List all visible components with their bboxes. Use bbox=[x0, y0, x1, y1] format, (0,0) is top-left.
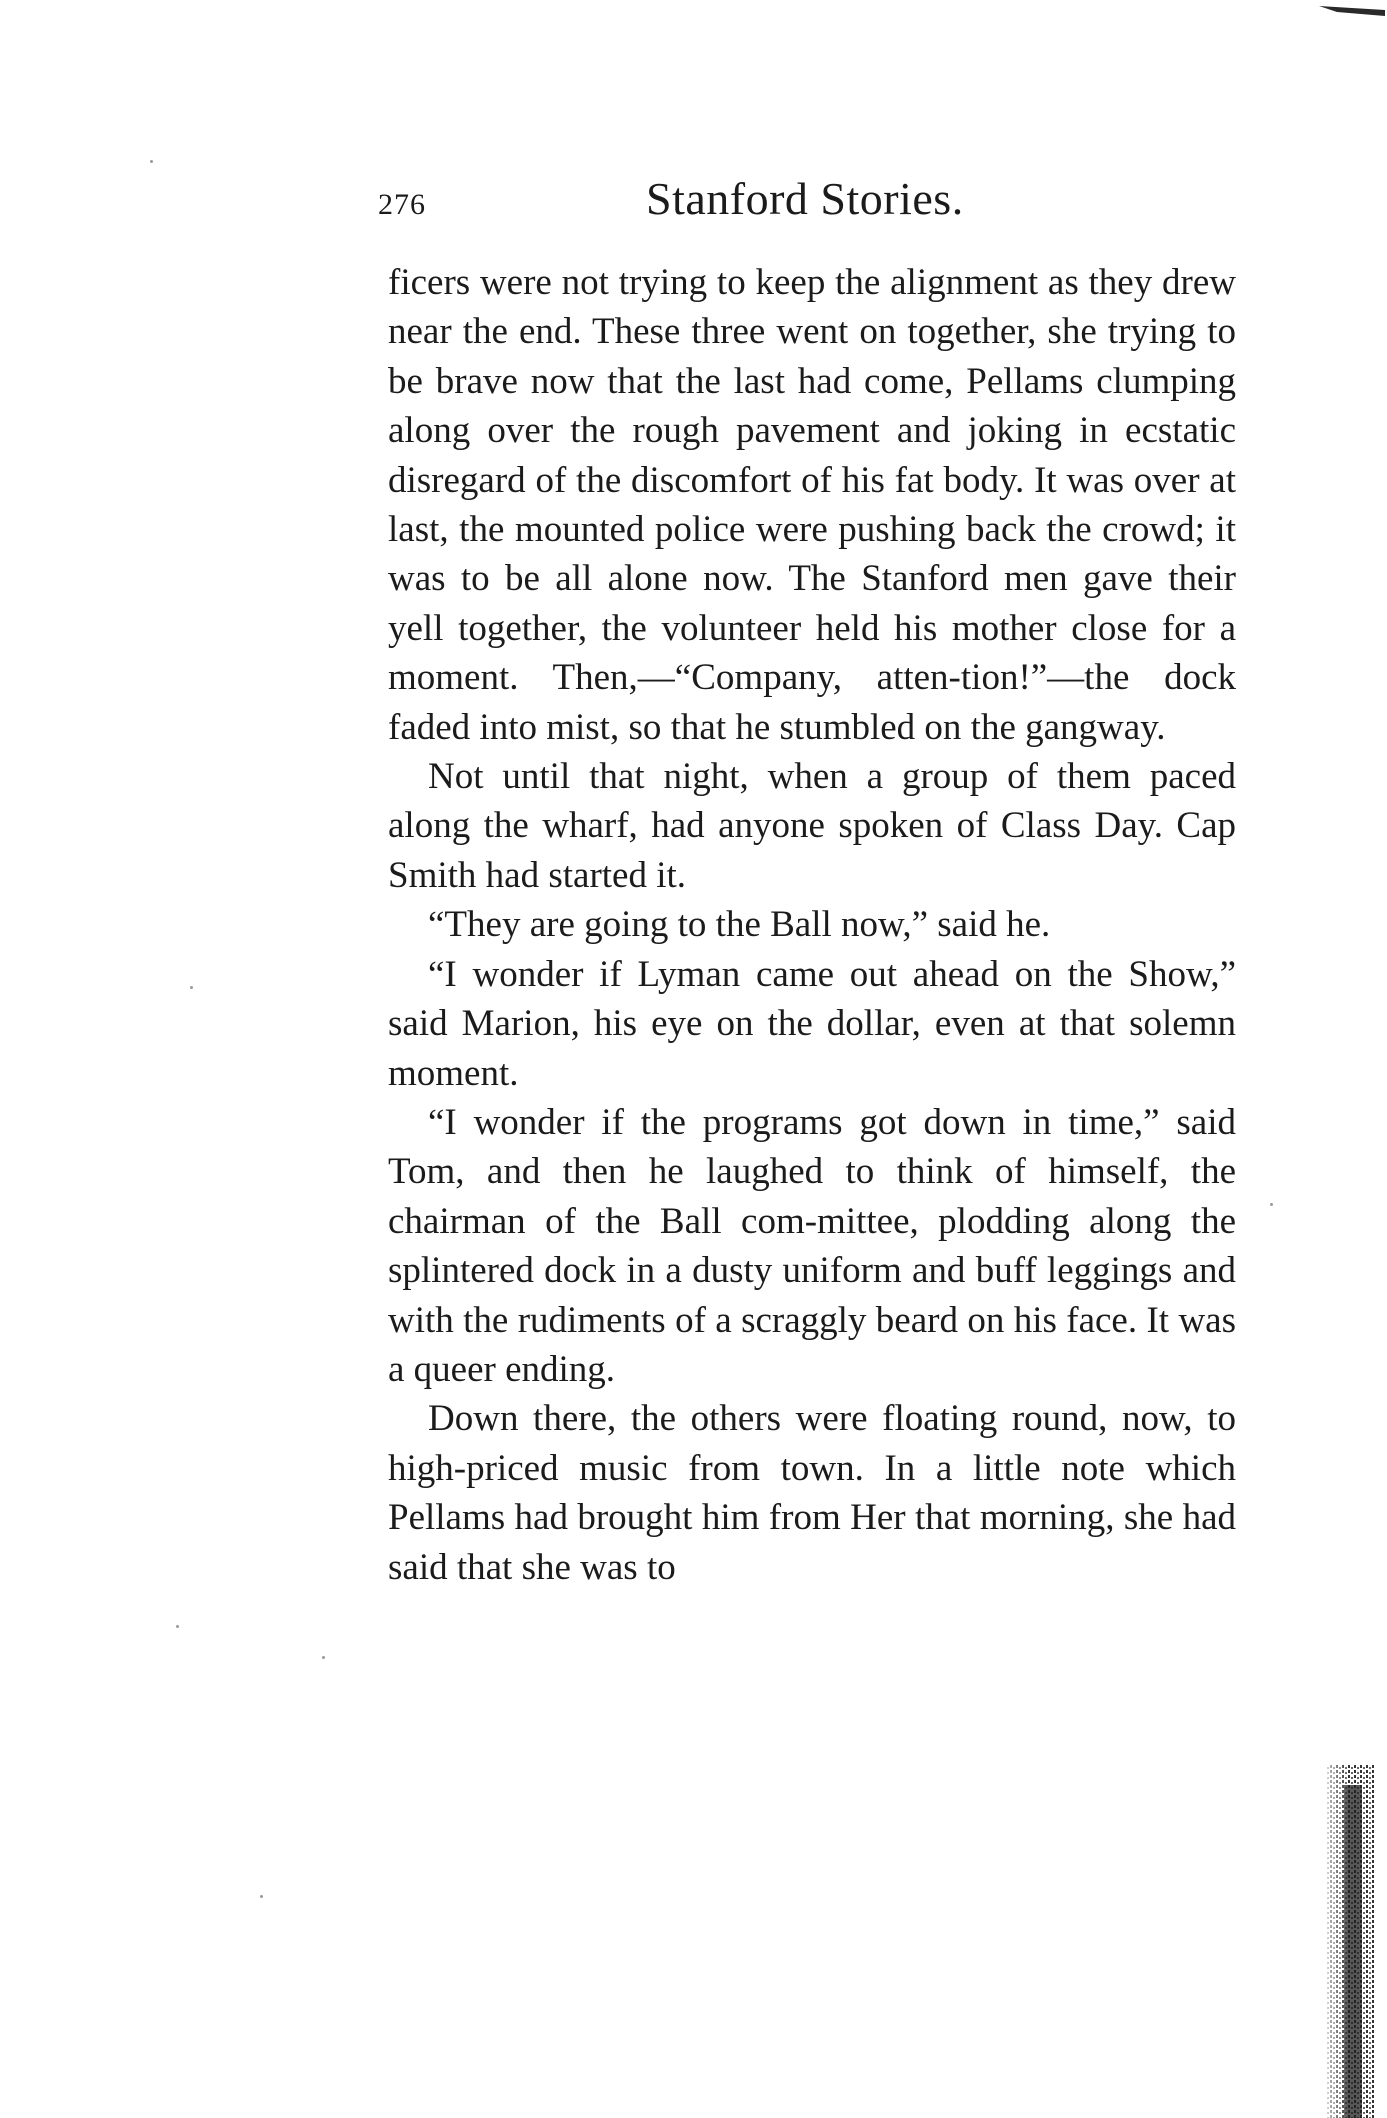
page-number: 276 bbox=[378, 188, 426, 221]
scan-speck bbox=[176, 1625, 179, 1628]
scan-edge-shadow bbox=[1318, 1745, 1374, 2118]
scan-edge-mark-top bbox=[1317, 0, 1387, 18]
paragraph: “I wonder if the programs got down in time,” said Tom, and then he laughed to think of himself, the chairman of the Ball com-mittee, plodding along the splintered dock in a dusty uniform and buff leggings and with the rudiments of a scraggly beard on his face. It was a queer ending. bbox=[388, 1101, 1236, 1390]
paragraph: “I wonder if Lyman came out ahead on the Show,” said Marion, his eye on the dollar, even at that solemn moment. bbox=[388, 953, 1236, 1094]
page-header bbox=[378, 172, 1238, 242]
scan-speck bbox=[190, 986, 193, 989]
paragraph: “They are going to the Ball now,” said he. bbox=[428, 904, 1051, 946]
body-text bbox=[388, 258, 1236, 1592]
scan-speck bbox=[150, 160, 153, 163]
scan-speck bbox=[322, 1656, 325, 1659]
scan-speck bbox=[1270, 1203, 1273, 1206]
scan-speck bbox=[260, 1895, 263, 1898]
paragraph: Down there, the others were floating round, now, to high-priced music from town. In a little note which Pellams had brought him from Her that morning, she had said that she was to bbox=[388, 1398, 1236, 1588]
paragraph: Not until that night, when a group of them paced along the wharf, had anyone spoken of Class Day. Cap Smith had started it. bbox=[388, 756, 1236, 896]
running-title: Stanford Stories. bbox=[646, 173, 964, 224]
paragraph-continued: ficers were not trying to keep the alignment as they drew near the end. These three went on together, she trying to be brave now that the last had come, Pellams clumping along over the rough pavement and joking in ecstatic disregard of the discomfort of his fat body. It was over at last, the mounted police were pushing back the crowd; it was to be all alone now. The Stanford men gave their yell together, the volunteer held his mother close for a moment. Then,—“Company, atten-tion!”—the dock faded into mist, so that he stumbled on the gangway. bbox=[388, 262, 1236, 748]
